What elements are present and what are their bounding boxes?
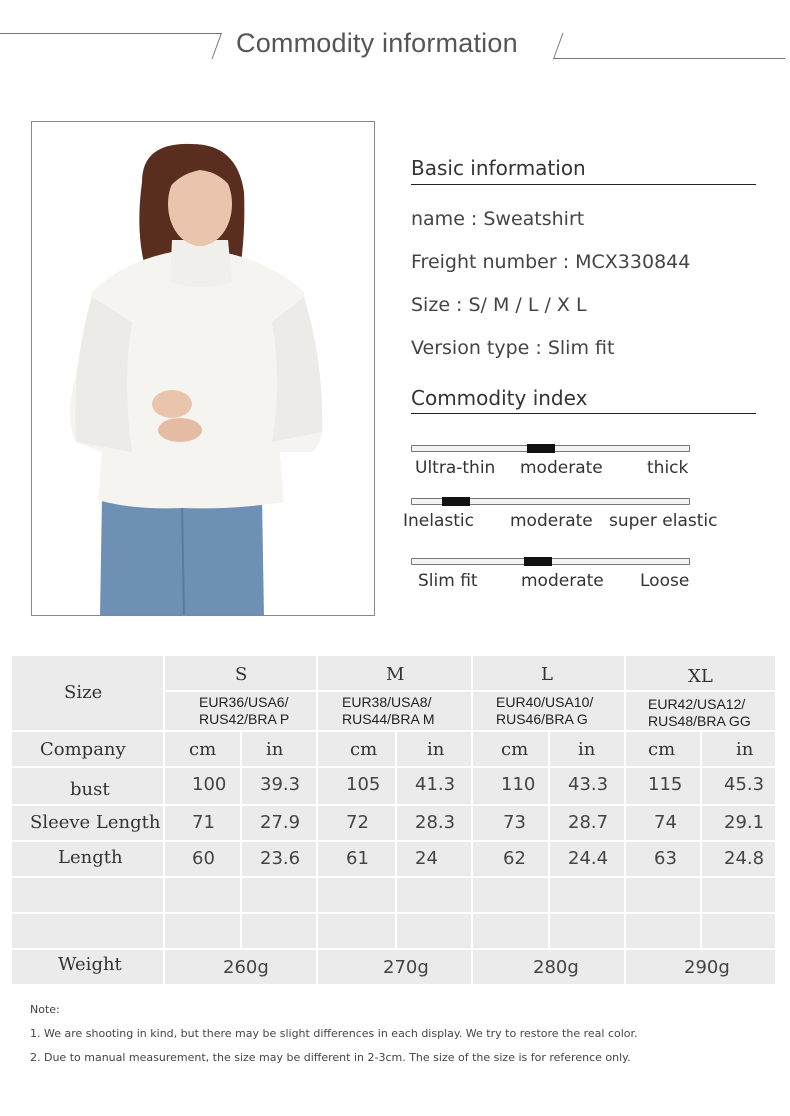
- size-header-cell: [12, 656, 163, 730]
- unit-in: in: [266, 739, 284, 760]
- size-l-codes: EUR40/USA10/ RUS46/BRA G: [496, 694, 594, 727]
- bust-label-cell: [12, 768, 163, 804]
- table-cell: [702, 842, 775, 876]
- empty-cell: [242, 878, 316, 912]
- size-s-codes: EUR36/USA6/ RUS42/BRA P: [199, 694, 290, 727]
- empty-cell: [242, 914, 316, 948]
- length-l-in: 24.4: [568, 848, 609, 869]
- table-cell: [242, 806, 316, 840]
- bust-s-in: 39.3: [260, 774, 301, 795]
- size-l-cell: [473, 656, 624, 690]
- empty-cell: [473, 914, 548, 948]
- table-cell: [626, 842, 700, 876]
- table-cell: [397, 842, 471, 876]
- empty-cell: [473, 878, 548, 912]
- weight-label: Weight: [58, 954, 122, 975]
- empty-cell: [397, 914, 471, 948]
- size-l-codes-cell: [473, 692, 624, 730]
- sleeve-xl-in: 29.1: [724, 812, 765, 833]
- empty-cell: [702, 878, 775, 912]
- thickness-indicator: [527, 444, 555, 453]
- note-title: Note:: [30, 1003, 60, 1016]
- commodity-index-rule: [411, 413, 756, 414]
- unit-in: in: [736, 739, 754, 760]
- table-cell: [318, 768, 395, 804]
- table-cell: [397, 768, 471, 804]
- unit-cm: cm: [350, 739, 378, 760]
- size-s-label: S: [235, 664, 248, 685]
- table-cell: [165, 842, 240, 876]
- length-s-in: 23.6: [260, 848, 301, 869]
- basic-info-rule: [411, 184, 756, 185]
- unit-cell: [318, 732, 395, 766]
- info-version-type: Version type : Slim fit: [411, 337, 615, 359]
- weight-xl-cell: [626, 950, 775, 984]
- fit-label-low: Slim fit: [418, 571, 478, 591]
- weight-m: 270g: [383, 957, 429, 978]
- size-m-codes-cell: [318, 692, 471, 730]
- weight-label-cell: [12, 950, 163, 984]
- info-size: Size : S/ M / L / X L: [411, 294, 587, 316]
- empty-cell: [12, 914, 163, 948]
- weight-xl: 290g: [684, 957, 730, 978]
- thickness-label-high: thick: [647, 458, 689, 478]
- fit-bar: [411, 558, 690, 565]
- empty-cell: [626, 878, 700, 912]
- empty-cell: [626, 914, 700, 948]
- sleeve-s-cm: 71: [192, 812, 215, 833]
- size-m-cell: [318, 656, 471, 690]
- table-cell: [550, 806, 624, 840]
- weight-s: 260g: [223, 957, 269, 978]
- elasticity-bar: [411, 498, 690, 505]
- size-m-codes: EUR38/USA8/ RUS44/BRA M: [342, 694, 435, 727]
- unit-cell: [702, 732, 775, 766]
- sleeve-l-in: 28.7: [568, 812, 609, 833]
- unit-cm: cm: [189, 739, 217, 760]
- table-cell: [473, 768, 548, 804]
- bust-m-in: 41.3: [415, 774, 456, 795]
- weight-m-cell: [318, 950, 471, 984]
- thickness-label-low: Ultra-thin: [415, 458, 496, 478]
- note-line-1: 1. We are shooting in kind, but there may be slight differences in each display. We try to restore the real color.: [30, 1027, 638, 1040]
- fit-label-mid: moderate: [521, 571, 604, 591]
- sleeve-l-cm: 73: [503, 812, 526, 833]
- length-s-cm: 60: [192, 848, 215, 869]
- bust-xl-in: 45.3: [724, 774, 765, 795]
- empty-cell: [397, 878, 471, 912]
- size-s-codes-cell: [165, 692, 316, 730]
- table-cell: [165, 806, 240, 840]
- empty-cell: [550, 878, 624, 912]
- table-cell: [318, 842, 395, 876]
- unit-cell: [397, 732, 471, 766]
- length-xl-in: 24.8: [724, 848, 765, 869]
- page-title: Commodity information: [236, 28, 518, 58]
- size-xl-codes-cell: [626, 692, 775, 730]
- basic-info-title: Basic information: [411, 156, 586, 180]
- empty-cell: [702, 914, 775, 948]
- bust-m-cm: 105: [346, 774, 381, 795]
- unit-cm: cm: [648, 739, 676, 760]
- unit-cm: cm: [501, 739, 529, 760]
- table-cell: [550, 842, 624, 876]
- table-cell: [242, 842, 316, 876]
- size-header-label: Size: [64, 682, 103, 703]
- size-table: [12, 656, 775, 986]
- table-cell: [397, 806, 471, 840]
- header-slash-right: [553, 33, 563, 59]
- table-cell: [626, 768, 700, 804]
- sleeve-m-cm: 72: [346, 812, 369, 833]
- weight-l: 280g: [533, 957, 579, 978]
- sleeve-length-label: Sleeve Length: [30, 812, 161, 833]
- empty-cell: [318, 914, 395, 948]
- header-rule-right: [553, 58, 785, 59]
- table-cell: [626, 806, 700, 840]
- info-name: name : Sweatshirt: [411, 208, 585, 230]
- unit-cell: [626, 732, 700, 766]
- unit-cell: [242, 732, 316, 766]
- elasticity-label-high: super elastic: [609, 511, 718, 531]
- note-line-2: 2. Due to manual measurement, the size may be different in 2-3cm. The size of the size is for reference only.: [30, 1051, 631, 1064]
- unit-cell: [165, 732, 240, 766]
- length-label: Length: [58, 847, 123, 868]
- bust-label: bust: [70, 779, 110, 800]
- size-l-label: L: [541, 664, 553, 685]
- company-label-cell: [12, 732, 163, 766]
- product-photo: [31, 121, 375, 616]
- size-s-cell: [165, 656, 316, 690]
- length-m-cm: 61: [346, 848, 369, 869]
- length-m-in: 24: [415, 848, 438, 869]
- unit-cell: [550, 732, 624, 766]
- unit-in: in: [427, 739, 445, 760]
- bust-xl-cm: 115: [648, 774, 683, 795]
- size-xl-codes: EUR42/USA12/ RUS48/BRA GG: [648, 696, 751, 729]
- bust-l-cm: 110: [501, 774, 536, 795]
- table-cell: [702, 768, 775, 804]
- sleeve-s-in: 27.9: [260, 812, 301, 833]
- table-cell: [165, 768, 240, 804]
- empty-cell: [318, 878, 395, 912]
- thickness-label-mid: moderate: [520, 458, 603, 478]
- table-cell: [242, 768, 316, 804]
- length-l-cm: 62: [503, 848, 526, 869]
- elasticity-label-mid: moderate: [510, 511, 593, 531]
- commodity-index-title: Commodity index: [411, 386, 588, 410]
- thickness-bar: [411, 445, 690, 452]
- info-freight-number: Freight number : MCX330844: [411, 251, 691, 273]
- header-slash-left: [212, 33, 222, 59]
- size-xl-label: XL: [688, 666, 713, 687]
- elasticity-label-low: Inelastic: [403, 511, 474, 531]
- table-cell: [702, 806, 775, 840]
- length-label-cell: [12, 842, 163, 876]
- sleeve-m-in: 28.3: [415, 812, 456, 833]
- fit-label-high: Loose: [640, 571, 690, 591]
- sleeve-label-cell: [12, 806, 163, 840]
- weight-l-cell: [473, 950, 624, 984]
- length-xl-cm: 63: [654, 848, 677, 869]
- bust-l-in: 43.3: [568, 774, 609, 795]
- company-label: Company: [40, 739, 126, 760]
- weight-s-cell: [165, 950, 316, 984]
- empty-cell: [550, 914, 624, 948]
- table-cell: [550, 768, 624, 804]
- elasticity-indicator: [442, 497, 470, 506]
- size-m-label: M: [386, 664, 405, 685]
- empty-cell: [12, 878, 163, 912]
- unit-cell: [473, 732, 548, 766]
- table-cell: [473, 842, 548, 876]
- empty-cell: [165, 878, 240, 912]
- sleeve-xl-cm: 74: [654, 812, 677, 833]
- bust-s-cm: 100: [192, 774, 227, 795]
- model-illustration: [32, 122, 375, 616]
- size-xl-cell: [626, 656, 775, 690]
- table-cell: [473, 806, 548, 840]
- empty-cell: [165, 914, 240, 948]
- table-cell: [318, 806, 395, 840]
- fit-indicator: [524, 557, 552, 566]
- header-rule-left: [0, 33, 222, 34]
- unit-in: in: [578, 739, 596, 760]
